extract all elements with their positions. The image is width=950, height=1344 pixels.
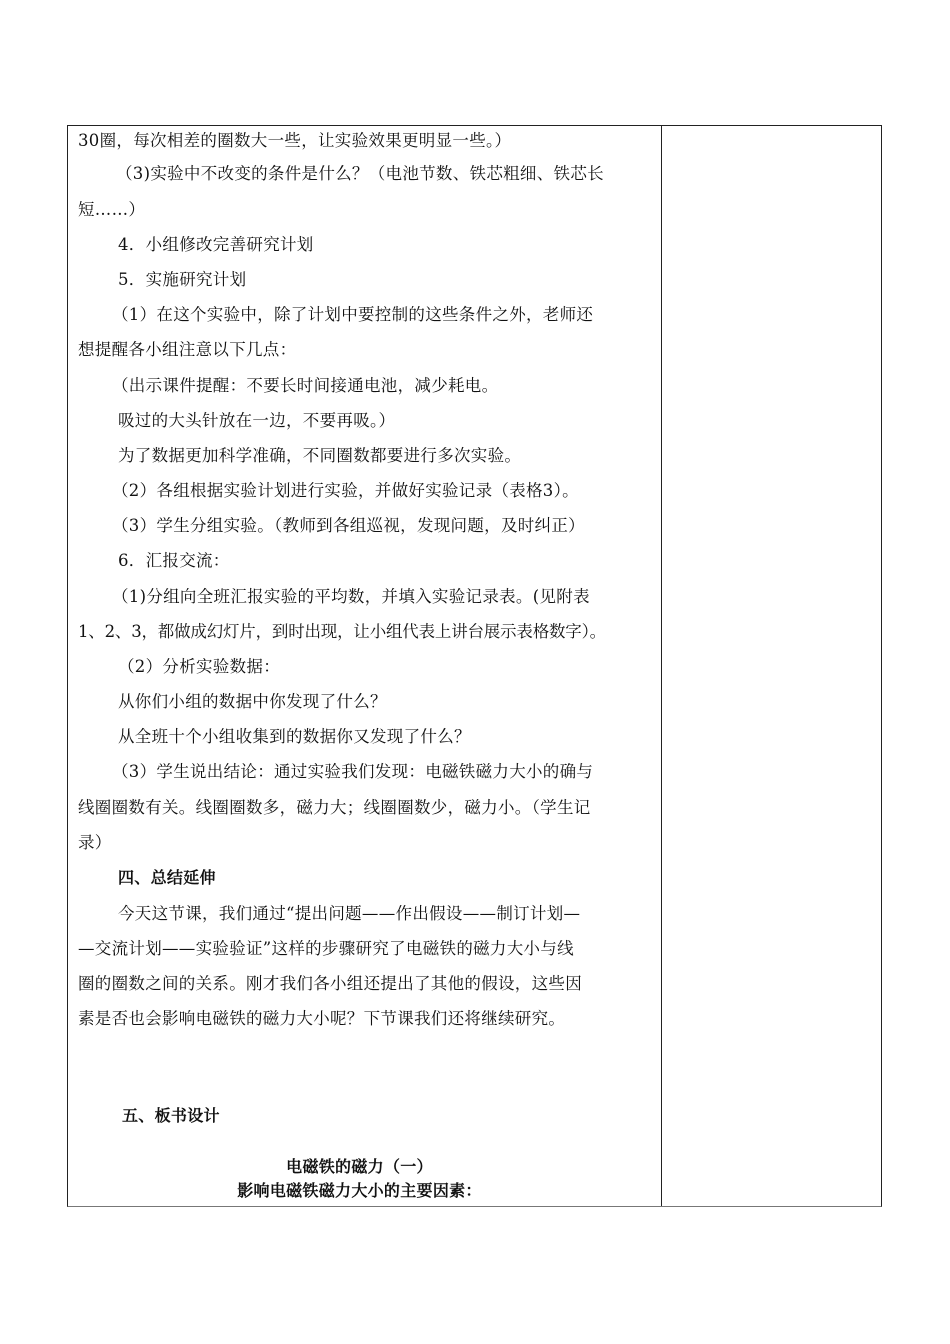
text-line: 素是否也会影响电磁铁的磁力大小呢？下节课我们还将继续研究。 xyxy=(78,1009,566,1028)
text-line: 想提醒各小组注意以下几点： xyxy=(78,340,297,359)
lesson-content-cell xyxy=(68,126,661,1206)
board-title: 电磁铁的磁力（一） xyxy=(286,1157,433,1176)
text-line: （1）在这个实验中，除了计划中要控制的这些条件之外，老师还 xyxy=(112,305,594,324)
text-line: 短……） xyxy=(78,200,146,219)
text-line: （3）学生说出结论：通过实验我们发现：电磁铁磁力大小的确与 xyxy=(112,762,594,781)
text-line: 今天这节课，我们通过“提出问题——作出假设——制订计划— xyxy=(118,904,581,923)
section-5-heading: 五、板书设计 xyxy=(122,1106,220,1125)
text-line: （出示课件提醒：不要长时间接通电池，减少耗电。 xyxy=(112,376,499,395)
text-line: （3）学生分组实验。（教师到各组巡视，发现问题，及时纠正） xyxy=(112,516,585,535)
text-line: （1)分组向全班汇报实验的平均数，并填入实验记录表。(见附表 xyxy=(112,587,590,606)
lesson-plan-table xyxy=(67,125,882,1207)
text-line: 为了数据更加科学准确，不同圈数都要进行多次实验。 xyxy=(118,446,522,465)
step-6-heading: 6．汇报交流： xyxy=(118,551,230,570)
step-5-heading: 5．实施研究计划 xyxy=(118,270,247,289)
text-line: （2）分析实验数据： xyxy=(118,657,280,676)
text-line: （3)实验中不改变的条件是什么？（电池节数、铁芯粗细、铁芯长 xyxy=(116,164,604,183)
text-line: 从你们小组的数据中你发现了什么？ xyxy=(118,692,387,711)
step-4-heading: 4．小组修改完善研究计划 xyxy=(118,235,314,254)
text-line: —交流计划——实验验证”这样的步骤研究了电磁铁的磁力大小与线 xyxy=(78,939,574,958)
section-4-heading: 四、总结延伸 xyxy=(118,868,216,887)
text-line: 圈的圈数之间的关系。刚才我们各小组还提出了其他的假设，这些因 xyxy=(78,974,582,993)
board-subtitle: 影响电磁铁磁力大小的主要因素： xyxy=(237,1181,482,1200)
notes-cell xyxy=(662,126,881,1206)
text-line: 1、2、3，都做成幻灯片，到时出现，让小组代表上讲台展示表格数字）。 xyxy=(78,622,606,641)
text-line: 录） xyxy=(78,833,112,852)
text-line: 从全班十个小组收集到的数据你又发现了什么？ xyxy=(118,727,471,746)
text-line: 线圈圈数有关。线圈圈数多，磁力大；线圈圈数少，磁力小。（学生记 xyxy=(78,798,591,817)
text-line: 30圈，每次相差的圈数大一些，让实验效果更明显一些。） xyxy=(78,131,512,150)
text-line: 吸过的大头针放在一边，不要再吸。） xyxy=(118,411,396,430)
text-line: （2）各组根据实验计划进行实验，并做好实验记录（表格3）。 xyxy=(112,481,579,500)
